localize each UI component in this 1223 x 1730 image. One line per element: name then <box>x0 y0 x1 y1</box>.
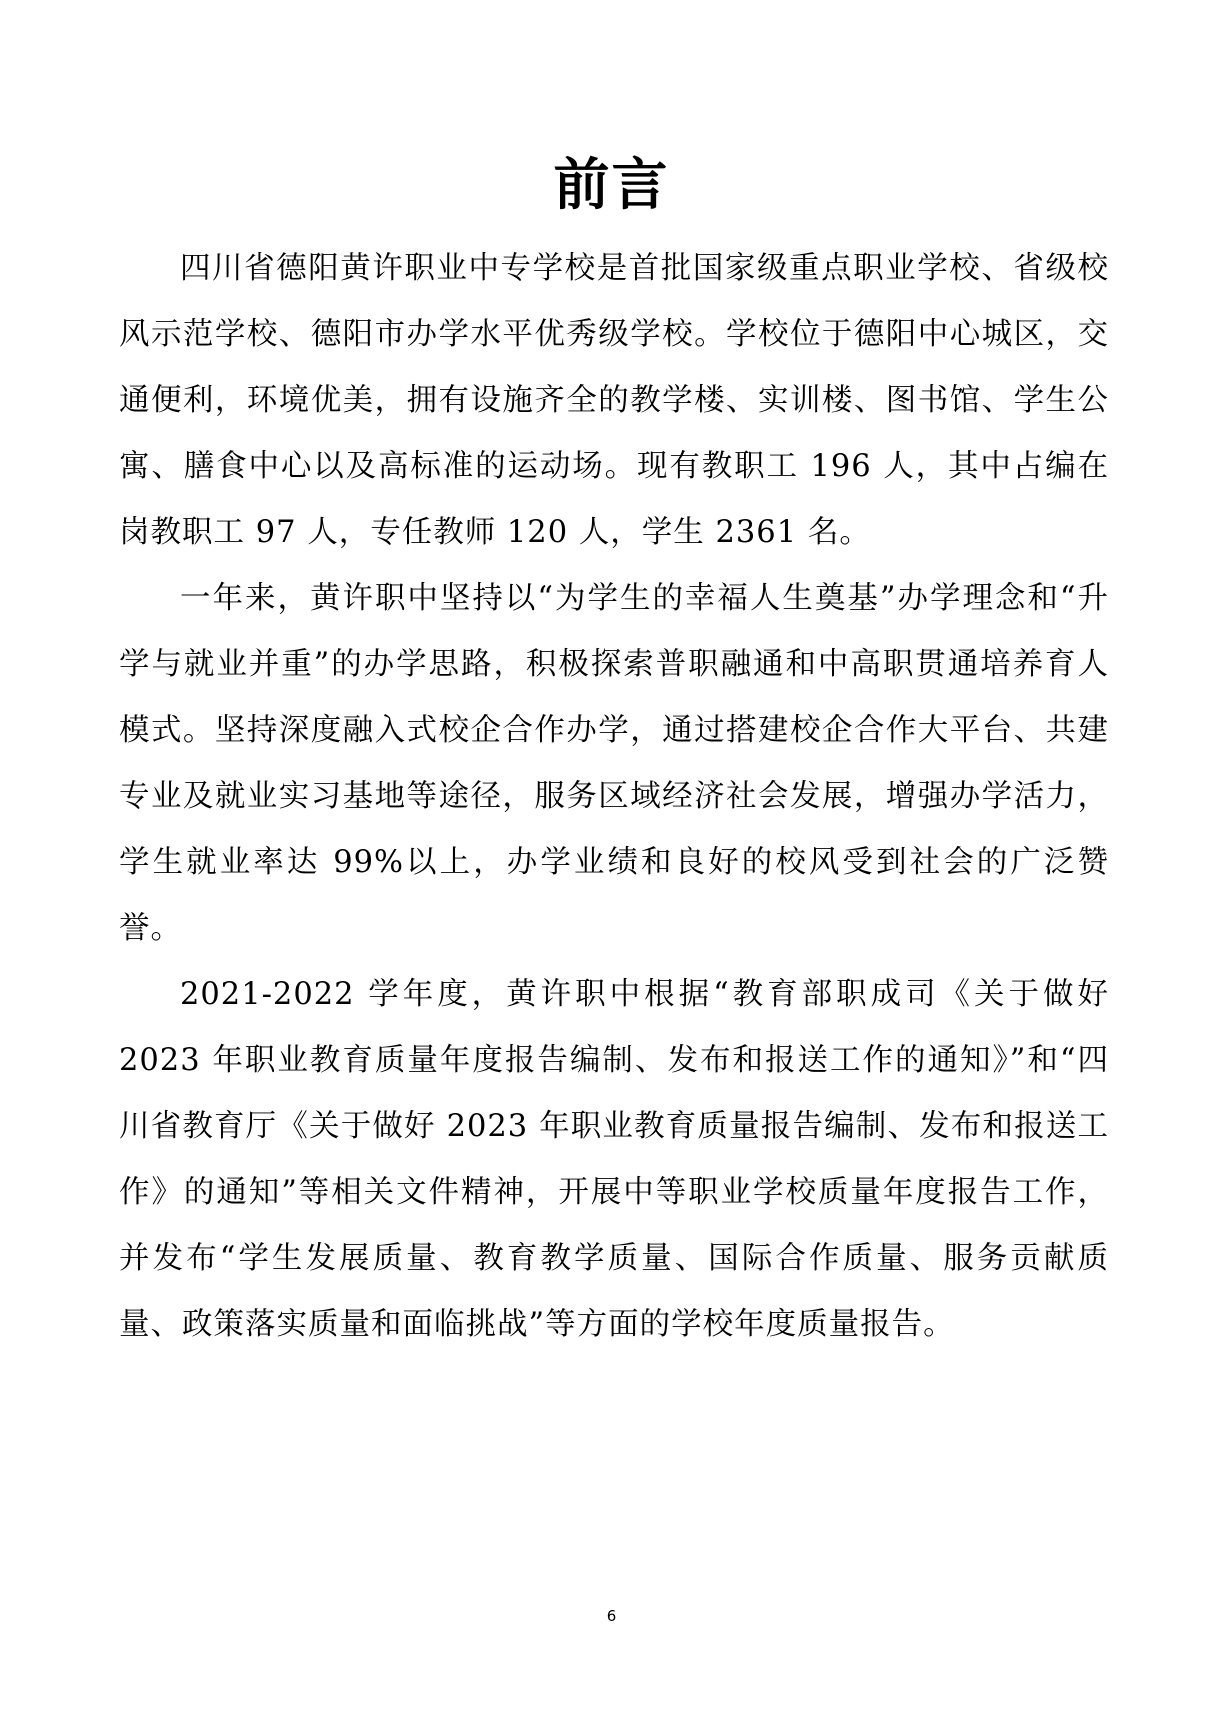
paragraph-school-intro: 四川省德阳黄许职业中专学校是首批国家级重点职业学校、省级校风示范学校、德阳市办学水平优秀级学校。学校位于德阳中心城区，交通便利，环境优美，拥有设施齐全的教学楼、实训楼、图书馆、学生公寓、膳食中心以及高标准的运动场。现有教职工 196 人，其中占编在岗教职工 97 人，专任教师 120 人，学生 2361 名。 <box>119 251 1109 550</box>
page-number: 6 <box>606 1607 617 1625</box>
paragraph-report-basis: 2021-2022 学年度，黄许职中根据“教育部职成司《关于做好 2023 年职业教育质量年度报告编制、发布和报送工作的通知》”和“四川省教育厅《关于做好 2023 年职业教育质量报告编制、发布和报送工作》的通知”等相关文件精神，开展中等职业学校质量年度报告工作，并发布“学生发展质量、教育教学质量、国际合作质量、服务贡献质量、政策落实质量和面临挑战”等方面的学校年度质量报告。 <box>119 977 1109 1342</box>
page-title: 前言 <box>553 152 670 218</box>
document-body <box>119 236 1109 1358</box>
paragraph-achievements: 一年来，黄许职中坚持以“为学生的幸福人生奠基”办学理念和“升学与就业并重”的办学思路，积极探索普职融通和中高职贯通培养育人模式。坚持深度融入式校企合作办学，通过搭建校企合作大平台、共建专业及就业实习基地等途径，服务区域经济社会发展，增强办学活力，学生就业率达 99%以上，办学业绩和良好的校风受到社会的广泛赞誉。 <box>119 581 1109 946</box>
